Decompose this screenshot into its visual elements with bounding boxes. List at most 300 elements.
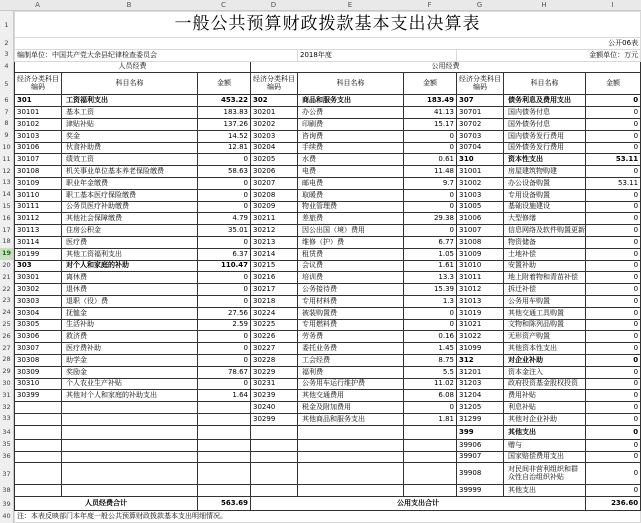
table-cell[interactable]: 离休费 <box>62 272 198 284</box>
table-cell[interactable]: 30239 <box>251 390 298 402</box>
table-cell[interactable]: 30301 <box>15 272 62 284</box>
table-cell[interactable]: 30224 <box>251 307 298 319</box>
table-cell[interactable]: 6.08 <box>404 390 457 402</box>
column-A[interactable]: A <box>35 1 40 9</box>
table-cell[interactable] <box>298 485 404 497</box>
table-cell[interactable]: 咨询费 <box>298 130 404 142</box>
table-cell[interactable]: 30399 <box>15 390 62 402</box>
table-cell[interactable]: 1.3 <box>404 295 457 307</box>
table-cell[interactable]: 0 <box>586 319 641 331</box>
table-cell[interactable]: 其他支出 <box>504 425 586 439</box>
table-cell[interactable]: 5.5 <box>404 366 457 378</box>
table-cell[interactable]: 无形资产购置 <box>504 331 586 343</box>
table-cell[interactable]: 工会经费 <box>298 354 404 366</box>
table-cell[interactable]: 差旅费 <box>298 213 404 225</box>
table-cell[interactable]: 30108 <box>15 166 62 178</box>
table-cell[interactable]: 30701 <box>457 107 504 119</box>
money-unit-label[interactable]: 金额单位：万元 <box>457 49 641 61</box>
table-cell[interactable]: 0 <box>198 177 251 189</box>
table-cell[interactable]: 0 <box>586 390 641 402</box>
table-cell[interactable]: 30199 <box>15 248 62 260</box>
row-number[interactable]: 35 <box>2 440 11 449</box>
table-cell[interactable]: 0 <box>586 95 641 107</box>
table-cell[interactable]: 30228 <box>251 354 298 366</box>
table-cell[interactable]: 4.79 <box>198 213 251 225</box>
table-cell[interactable]: 35.01 <box>198 225 251 237</box>
table-cell[interactable]: 0 <box>586 272 641 284</box>
footnote[interactable]: 注：本表反映部门本年度一般公共预算财政拨款基本支出明细情况。 <box>15 511 641 523</box>
table-cell[interactable]: 其他对个人和家庭的补助支出 <box>62 390 198 402</box>
row-number[interactable]: 15 <box>2 202 11 211</box>
table-cell[interactable] <box>404 425 457 439</box>
table-cell[interactable] <box>298 463 404 485</box>
table-cell[interactable]: 15.39 <box>404 284 457 296</box>
column-D[interactable]: D <box>270 1 277 9</box>
row-number[interactable]: 11 <box>2 154 11 163</box>
table-cell[interactable]: 14.52 <box>198 130 251 142</box>
table-cell[interactable]: 1.64 <box>198 390 251 402</box>
row-number[interactable]: 39 <box>2 499 11 508</box>
row-number[interactable]: 10 <box>2 143 11 152</box>
table-cell[interactable]: 房屋建筑物购建 <box>504 166 586 178</box>
table-cell[interactable]: 310 <box>457 154 504 166</box>
table-cell[interactable] <box>298 451 404 463</box>
column-C[interactable]: C <box>221 1 226 9</box>
table-cell[interactable]: 基础设施建设 <box>504 201 586 213</box>
table-cell[interactable]: 文物和陈列品购置 <box>504 319 586 331</box>
table-cell[interactable]: 31003 <box>457 189 504 201</box>
row-number[interactable]: 19 <box>0 248 13 260</box>
table-cell[interactable] <box>15 413 62 425</box>
table-cell[interactable]: 30106 <box>15 142 62 154</box>
table-cell[interactable]: 绩效工资 <box>62 154 198 166</box>
table-cell[interactable]: 13.3 <box>404 272 457 284</box>
table-cell[interactable]: 30304 <box>15 307 62 319</box>
col-code-header[interactable]: 经济分类科目编码 <box>457 73 504 95</box>
table-cell[interactable]: 399 <box>457 425 504 439</box>
table-cell[interactable]: 9.7 <box>404 177 457 189</box>
table-cell[interactable]: 29.38 <box>404 213 457 225</box>
table-cell[interactable]: 拆迁补偿 <box>504 284 586 296</box>
table-cell[interactable]: 国内债务发行费用 <box>504 130 586 142</box>
table-cell[interactable]: 0 <box>404 130 457 142</box>
table-cell[interactable]: 救济费 <box>62 331 198 343</box>
table-cell[interactable]: 信息网络及软件购置更新 <box>504 225 586 237</box>
spreadsheet-grid[interactable] <box>14 11 641 523</box>
table-cell[interactable]: 30102 <box>15 118 62 130</box>
row-number[interactable]: 18 <box>2 237 11 246</box>
table-cell[interactable]: 国内债务付息 <box>504 107 586 119</box>
table-cell[interactable]: 国外债务付息 <box>504 118 586 130</box>
table-cell[interactable]: 31005 <box>457 201 504 213</box>
table-cell[interactable]: 30310 <box>15 378 62 390</box>
year-label[interactable]: 2018年度 <box>298 49 457 61</box>
table-cell[interactable] <box>62 425 198 439</box>
table-cell[interactable]: 会议费 <box>298 260 404 272</box>
table-cell[interactable]: 31022 <box>457 331 504 343</box>
table-cell[interactable]: 30216 <box>251 272 298 284</box>
table-cell[interactable]: 0 <box>404 189 457 201</box>
table-cell[interactable]: 培训费 <box>298 272 404 284</box>
table-cell[interactable]: 0 <box>586 402 641 414</box>
row-number[interactable]: 40 <box>2 511 11 520</box>
public-total-value[interactable]: 236.60 <box>586 497 641 511</box>
row-number[interactable]: 20 <box>2 261 11 270</box>
table-cell[interactable]: 0 <box>586 118 641 130</box>
table-cell[interactable]: 6.77 <box>404 236 457 248</box>
col-amount-header[interactable]: 金额 <box>586 73 641 95</box>
row-number[interactable]: 32 <box>2 402 11 411</box>
table-cell[interactable]: 30107 <box>15 154 62 166</box>
row-number[interactable]: 2 <box>4 38 9 47</box>
table-cell[interactable] <box>298 425 404 439</box>
table-cell[interactable]: 0 <box>198 154 251 166</box>
table-cell[interactable]: 303 <box>15 260 62 272</box>
personnel-total-value[interactable]: 563.69 <box>198 497 251 511</box>
table-cell[interactable]: 0 <box>586 236 641 248</box>
row-number[interactable]: 22 <box>2 284 11 293</box>
table-cell[interactable] <box>15 485 62 497</box>
table-cell[interactable]: 30211 <box>251 213 298 225</box>
table-cell[interactable]: 0 <box>586 201 641 213</box>
form-number[interactable]: 公开06表 <box>15 38 641 50</box>
table-cell[interactable]: 30229 <box>251 366 298 378</box>
table-cell[interactable]: 110.47 <box>198 260 251 272</box>
table-cell[interactable]: 其他交通工具购置 <box>504 307 586 319</box>
table-cell[interactable]: 被装购置费 <box>298 307 404 319</box>
row-number[interactable]: 31 <box>2 390 11 399</box>
table-cell[interactable]: 30114 <box>15 236 62 248</box>
table-cell[interactable]: 31204 <box>457 390 504 402</box>
table-cell[interactable]: 41.13 <box>404 107 457 119</box>
table-cell[interactable]: 0 <box>586 284 641 296</box>
row-number[interactable]: 37 <box>2 469 11 478</box>
table-cell[interactable]: 0 <box>404 225 457 237</box>
table-cell[interactable]: 办公费 <box>298 107 404 119</box>
row-number[interactable]: 17 <box>2 225 11 234</box>
table-cell[interactable]: 30111 <box>15 201 62 213</box>
table-cell[interactable]: 183.83 <box>198 107 251 119</box>
table-cell[interactable]: 307 <box>457 95 504 107</box>
table-cell[interactable]: 办公设备购置 <box>504 177 586 189</box>
table-cell[interactable]: 30307 <box>15 343 62 355</box>
table-cell[interactable]: 0 <box>586 295 641 307</box>
column-E[interactable]: E <box>347 1 353 9</box>
table-cell[interactable]: 对企业补助 <box>504 354 586 366</box>
table-cell[interactable]: 0 <box>586 463 641 485</box>
table-cell[interactable]: 利息补贴 <box>504 402 586 414</box>
table-cell[interactable]: 工资福利支出 <box>62 95 198 107</box>
table-cell[interactable]: 31011 <box>457 272 504 284</box>
table-cell[interactable]: 其他资本性支出 <box>504 343 586 355</box>
table-cell[interactable]: 0 <box>586 130 641 142</box>
table-cell[interactable]: 137.26 <box>198 118 251 130</box>
table-cell[interactable]: 30201 <box>251 107 298 119</box>
table-cell[interactable]: 30113 <box>15 225 62 237</box>
table-cell[interactable]: 国外债务发行费用 <box>504 142 586 154</box>
table-cell[interactable] <box>62 451 198 463</box>
table-cell[interactable]: 0 <box>586 331 641 343</box>
table-cell[interactable]: 住房公积金 <box>62 225 198 237</box>
table-cell[interactable] <box>198 425 251 439</box>
table-cell[interactable]: 30205 <box>251 154 298 166</box>
table-cell[interactable]: 30109 <box>15 177 62 189</box>
table-cell[interactable]: 0 <box>404 319 457 331</box>
table-cell[interactable] <box>62 413 198 425</box>
table-cell[interactable]: 印刷费 <box>298 118 404 130</box>
table-cell[interactable]: 78.67 <box>198 366 251 378</box>
table-cell[interactable]: 大型修缮 <box>504 213 586 225</box>
table-cell[interactable]: 助学金 <box>62 354 198 366</box>
table-cell[interactable]: 债务利息及费用支出 <box>504 95 586 107</box>
table-cell[interactable]: 0 <box>586 485 641 497</box>
table-cell[interactable]: 0 <box>586 343 641 355</box>
unit-label[interactable]: 编制单位：中国共产党大余县纪律检查委员会 <box>15 49 298 61</box>
table-cell[interactable]: 0 <box>586 378 641 390</box>
table-cell[interactable]: 30203 <box>251 130 298 142</box>
table-cell[interactable]: 31019 <box>457 307 504 319</box>
table-cell[interactable]: 0 <box>198 354 251 366</box>
row-number[interactable]: 23 <box>2 296 11 305</box>
table-cell[interactable]: 0 <box>198 201 251 213</box>
table-cell[interactable]: 30207 <box>251 177 298 189</box>
table-cell[interactable]: 赠与 <box>504 439 586 451</box>
table-cell[interactable]: 30225 <box>251 319 298 331</box>
table-cell[interactable]: 30299 <box>251 413 298 425</box>
table-cell[interactable] <box>198 451 251 463</box>
table-cell[interactable]: 31299 <box>457 413 504 425</box>
table-cell[interactable]: 税金及附加费用 <box>298 402 404 414</box>
table-cell[interactable]: 0 <box>586 439 641 451</box>
table-cell[interactable]: 30213 <box>251 236 298 248</box>
table-cell[interactable]: 6.37 <box>198 248 251 260</box>
table-cell[interactable]: 53.11 <box>586 154 641 166</box>
table-cell[interactable] <box>251 485 298 497</box>
table-cell[interactable]: 312 <box>457 354 504 366</box>
table-cell[interactable]: 委托业务费 <box>298 343 404 355</box>
table-cell[interactable]: 39999 <box>457 485 504 497</box>
table-cell[interactable] <box>62 485 198 497</box>
table-cell[interactable]: 0 <box>198 331 251 343</box>
table-cell[interactable]: 30112 <box>15 213 62 225</box>
table-cell[interactable]: 物资储备 <box>504 236 586 248</box>
table-cell[interactable]: 因公出国（境）费用 <box>298 225 404 237</box>
table-cell[interactable]: 1.61 <box>404 260 457 272</box>
row-number[interactable]: 36 <box>2 452 11 460</box>
table-cell[interactable]: 基本工资 <box>62 107 198 119</box>
table-cell[interactable]: 30302 <box>15 284 62 296</box>
row-number[interactable]: 9 <box>4 131 9 140</box>
col-code-header[interactable]: 经济分类科目编码 <box>251 73 298 95</box>
row-number[interactable]: 5 <box>4 79 9 88</box>
table-cell[interactable]: 30303 <box>15 295 62 307</box>
table-cell[interactable]: 30212 <box>251 225 298 237</box>
table-cell[interactable]: 劳务费 <box>298 331 404 343</box>
table-cell[interactable]: 0 <box>404 201 457 213</box>
col-name-header[interactable]: 科目名称 <box>298 73 404 95</box>
table-cell[interactable]: 0 <box>586 213 641 225</box>
table-cell[interactable] <box>15 463 62 485</box>
table-cell[interactable]: 53.11 <box>586 177 641 189</box>
table-cell[interactable]: 0 <box>586 142 641 154</box>
personnel-header[interactable]: 人员经费 <box>15 61 251 73</box>
table-cell[interactable]: 电费 <box>298 166 404 178</box>
table-cell[interactable]: 0 <box>404 402 457 414</box>
row-number[interactable]: 12 <box>2 166 11 175</box>
table-cell[interactable]: 30308 <box>15 354 62 366</box>
table-cell[interactable]: 其他社会保障缴费 <box>62 213 198 225</box>
table-cell[interactable] <box>198 463 251 485</box>
row-number[interactable]: 25 <box>2 320 11 329</box>
table-cell[interactable]: 453.22 <box>198 95 251 107</box>
column-G[interactable]: G <box>476 1 483 9</box>
table-cell[interactable] <box>251 425 298 439</box>
table-cell[interactable]: 职工基本医疗保险缴费 <box>62 189 198 201</box>
row-number[interactable]: 4 <box>4 62 9 71</box>
table-cell[interactable]: 30227 <box>251 343 298 355</box>
row-number[interactable]: 6 <box>4 95 9 104</box>
table-cell[interactable]: 0.16 <box>404 331 457 343</box>
table-cell[interactable]: 31099 <box>457 343 504 355</box>
table-cell[interactable]: 费用补贴 <box>504 390 586 402</box>
row-number[interactable]: 3 <box>4 50 9 59</box>
table-cell[interactable]: 30110 <box>15 189 62 201</box>
table-cell[interactable]: 资本性支出 <box>504 154 586 166</box>
table-cell[interactable]: 30206 <box>251 166 298 178</box>
row-number[interactable]: 38 <box>2 485 11 494</box>
table-cell[interactable]: 公务接待费 <box>298 284 404 296</box>
table-cell[interactable]: 伙食补助费 <box>62 142 198 154</box>
table-cell[interactable]: 0 <box>198 378 251 390</box>
table-cell[interactable]: 手续费 <box>298 142 404 154</box>
table-cell[interactable]: 租赁费 <box>298 248 404 260</box>
table-cell[interactable]: 11.48 <box>404 166 457 178</box>
table-cell[interactable]: 国家赔偿费用支出 <box>504 451 586 463</box>
table-cell[interactable]: 水费 <box>298 154 404 166</box>
row-number[interactable]: 29 <box>2 367 11 376</box>
column-H[interactable]: H <box>541 1 547 9</box>
table-cell[interactable]: 301 <box>15 95 62 107</box>
table-cell[interactable]: 30306 <box>15 331 62 343</box>
table-cell[interactable]: 退休费 <box>62 284 198 296</box>
table-cell[interactable]: 30202 <box>251 118 298 130</box>
table-cell[interactable]: 1.45 <box>404 343 457 355</box>
table-cell[interactable]: 维修（护）费 <box>298 236 404 248</box>
table-cell[interactable]: 31007 <box>457 225 504 237</box>
table-cell[interactable]: 0 <box>586 425 641 439</box>
table-cell[interactable]: 1.81 <box>404 413 457 425</box>
table-cell[interactable]: 地上附着物和青苗补偿 <box>504 272 586 284</box>
table-cell[interactable]: 取暖费 <box>298 189 404 201</box>
table-cell[interactable]: 个人农业生产补贴 <box>62 378 198 390</box>
table-cell[interactable]: 0 <box>198 295 251 307</box>
table-cell[interactable]: 其他交通费用 <box>298 390 404 402</box>
table-cell[interactable]: 物业管理费 <box>298 201 404 213</box>
table-cell[interactable]: 31001 <box>457 166 504 178</box>
table-cell[interactable]: 0 <box>198 236 251 248</box>
table-cell[interactable]: 30208 <box>251 189 298 201</box>
row-number[interactable]: 27 <box>2 343 11 352</box>
table-cell[interactable]: 0 <box>586 225 641 237</box>
public-total-label[interactable]: 公用支出合计 <box>251 497 586 511</box>
table-cell[interactable] <box>15 425 62 439</box>
table-cell[interactable]: 39907 <box>457 451 504 463</box>
table-cell[interactable]: 30226 <box>251 331 298 343</box>
personnel-total-label[interactable]: 人员经费合计 <box>15 497 198 511</box>
table-cell[interactable] <box>62 402 198 414</box>
table-cell[interactable]: 生活补助 <box>62 319 198 331</box>
table-cell[interactable]: 邮电费 <box>298 177 404 189</box>
table-cell[interactable]: 30702 <box>457 118 504 130</box>
table-cell[interactable]: 其他工资福利支出 <box>62 248 198 260</box>
table-cell[interactable] <box>198 439 251 451</box>
table-cell[interactable]: 0 <box>404 307 457 319</box>
table-cell[interactable]: 11.02 <box>404 378 457 390</box>
table-cell[interactable]: 0 <box>198 343 251 355</box>
table-cell[interactable]: 58.63 <box>198 166 251 178</box>
table-cell[interactable]: 商品和服务支出 <box>298 95 404 107</box>
row-number[interactable]: 8 <box>4 119 9 128</box>
row-number[interactable]: 21 <box>2 272 11 281</box>
table-cell[interactable]: 对个人和家庭的补助 <box>62 260 198 272</box>
page-title[interactable]: 一般公共预算财政拨款基本支出决算表 <box>15 12 641 38</box>
table-cell[interactable]: 30101 <box>15 107 62 119</box>
table-cell[interactable]: 30103 <box>15 130 62 142</box>
table-cell[interactable]: 机关事业单位基本养老保险缴费 <box>62 166 198 178</box>
table-cell[interactable]: 0 <box>586 354 641 366</box>
row-number[interactable]: 28 <box>2 355 11 364</box>
table-cell[interactable] <box>298 439 404 451</box>
table-cell[interactable]: 12.81 <box>198 142 251 154</box>
row-number[interactable]: 33 <box>2 414 11 423</box>
table-cell[interactable]: 183.49 <box>404 95 457 107</box>
column-B[interactable]: B <box>126 1 132 9</box>
table-cell[interactable]: 30215 <box>251 260 298 272</box>
table-cell[interactable] <box>15 451 62 463</box>
table-cell[interactable] <box>62 439 198 451</box>
table-cell[interactable]: 退职（役）费 <box>62 295 198 307</box>
row-number[interactable]: 26 <box>2 331 11 340</box>
table-cell[interactable]: 8.75 <box>404 354 457 366</box>
table-cell[interactable] <box>251 463 298 485</box>
table-cell[interactable]: 30703 <box>457 130 504 142</box>
table-cell[interactable]: 30218 <box>251 295 298 307</box>
col-code-header[interactable]: 经济分类科目编码 <box>15 73 62 95</box>
table-cell[interactable]: 专用燃料费 <box>298 319 404 331</box>
row-number[interactable]: 7 <box>4 107 9 116</box>
table-cell[interactable]: 39908 <box>457 463 504 485</box>
table-cell[interactable]: 30305 <box>15 319 62 331</box>
table-cell[interactable]: 医疗费补助 <box>62 343 198 355</box>
table-cell[interactable]: 0 <box>586 366 641 378</box>
table-cell[interactable]: 27.56 <box>198 307 251 319</box>
row-number[interactable]: 24 <box>2 308 11 317</box>
table-cell[interactable]: 31002 <box>457 177 504 189</box>
table-cell[interactable]: 0 <box>586 451 641 463</box>
table-cell[interactable]: 1.05 <box>404 248 457 260</box>
table-cell[interactable] <box>62 463 198 485</box>
table-cell[interactable]: 31009 <box>457 248 504 260</box>
table-cell[interactable]: 专用设备购置 <box>504 189 586 201</box>
table-cell[interactable]: 奖励金 <box>62 366 198 378</box>
row-number[interactable]: 1 <box>4 20 9 29</box>
table-cell[interactable]: 0 <box>586 189 641 201</box>
table-cell[interactable]: 31203 <box>457 378 504 390</box>
table-cell[interactable]: 其他商品和服务支出 <box>298 413 404 425</box>
table-cell[interactable]: 0 <box>586 166 641 178</box>
table-cell[interactable] <box>198 485 251 497</box>
column-F[interactable]: F <box>427 1 432 9</box>
